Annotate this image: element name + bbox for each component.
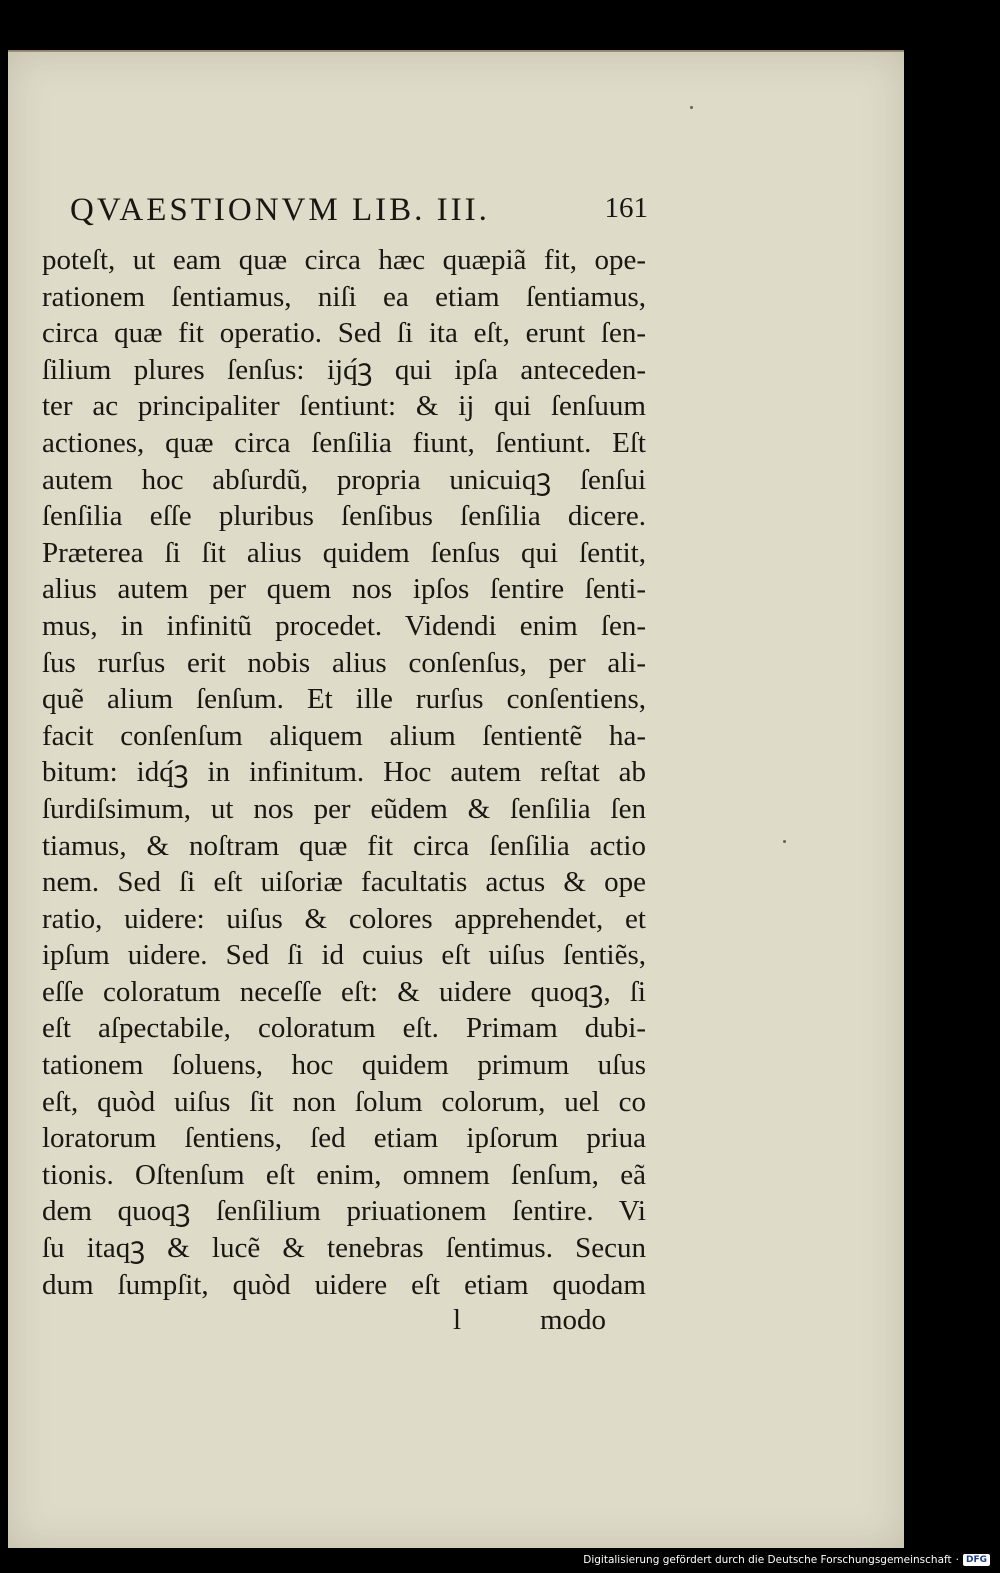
text-line: facit conſenſum aliquem alium ſentientẽ ha- [42,719,646,752]
text-line: circa quæ fit operatio. Sed ſi ita eſt, erunt ſen- [42,317,646,350]
text-line: tionis. Oſtenſum eſt enim, omnem ſenſum, eã [42,1158,646,1191]
text-line: nem. Sed ſi eſt uiſoriæ facultatis actus & ope [42,866,646,899]
running-header [70,192,648,236]
text-line: tiamus, & noſtram quæ fit circa ſenſilia actio [42,829,646,862]
dfg-logo: DFG [963,1554,990,1566]
text-line: ſu itaqꝫ & lucẽ & tenebras ſentimus. Secun [42,1232,646,1265]
page-number: 161 [604,192,648,224]
text-line: Præterea ſi ſit alius quidem ſenſus qui ſentit, [42,536,646,569]
text-line: ipſum uidere. Sed ſi id cuius eſt uiſus ſentiẽs, [42,939,646,972]
running-title: QVAESTIONVM LIB. III. [70,192,490,228]
text-line: ſus rurſus erit nobis alius conſenſus, per ali- [42,646,646,679]
text-line: loratorum ſentiens, ſed etiam ipſorum priua [42,1122,646,1155]
text-line: eſſe coloratum neceſſe eſt: & uidere quoqꝫ, ſi [42,975,646,1008]
text-line: ter ac principaliter ſentiunt: & ij qui ſenſuum [42,390,646,423]
catchword: modo [540,1304,607,1336]
paper-speck [783,840,786,843]
signature-mark: l [453,1304,462,1336]
text-line: poteſt, ut eam quæ circa hæc quæpiã fit, ope- [42,244,646,276]
text-line: actiones, quæ circa ſenſilia fiunt, ſentiunt. Eſt [42,426,646,459]
text-line: dum ſumpſit, quòd uidere eſt etiam quodam [42,1268,646,1301]
book-page [8,52,904,1548]
text-line: ratio, uidere: uiſus & colores apprehendet, et [42,902,646,935]
digitization-text: Digitalisierung gefördert durch die Deutsche Forschungsgemeinschaft [583,1554,952,1566]
text-line: mus, in infinitũ procedet. Videndi enim ſen- [42,609,646,642]
text-line: bitum: idq́ꝫ in infinitum. Hoc autem reſtat ab [42,756,646,789]
text-line: eſt aſpectabile, coloratum eſt. Primam dubi- [42,1012,646,1045]
body-text [26,242,646,1303]
text-line: ſenſilia eſſe pluribus ſenſibus ſenſilia dicere. [42,500,646,533]
text-line: tationem ſoluens, hoc quidem primum uſus [42,1049,646,1082]
digitization-notice: Digitalisierung gefördert durch die Deutsche Forschungsgemeinschaft · DFG [583,1551,990,1569]
text-line: autem hoc abſurdũ, propria unicuiqꝫ ſenſui [42,463,646,496]
text-line: ſurdiſsimum, ut nos per eũdem & ſenſilia ſen [42,792,646,825]
text-line: rationem ſentiamus, niſi ea etiam ſentiamus, [42,280,646,313]
text-line: ſilium plures ſenſus: ijq́ꝫ qui ipſa anteceden- [42,353,646,386]
paper-speck [690,106,693,109]
text-line: eſt, quòd uiſus ſit non ſolum colorum, uel co [42,1085,646,1118]
text-line: quẽ alium ſenſum. Et ille rurſus conſentiens, [42,683,646,716]
page-footer [8,1304,648,1344]
text-line: alius autem per quem nos ipſos ſentire ſenti- [42,573,646,606]
text-line: dem quoqꝫ ſenſilium priuationem ſentire. Vi [42,1195,646,1228]
